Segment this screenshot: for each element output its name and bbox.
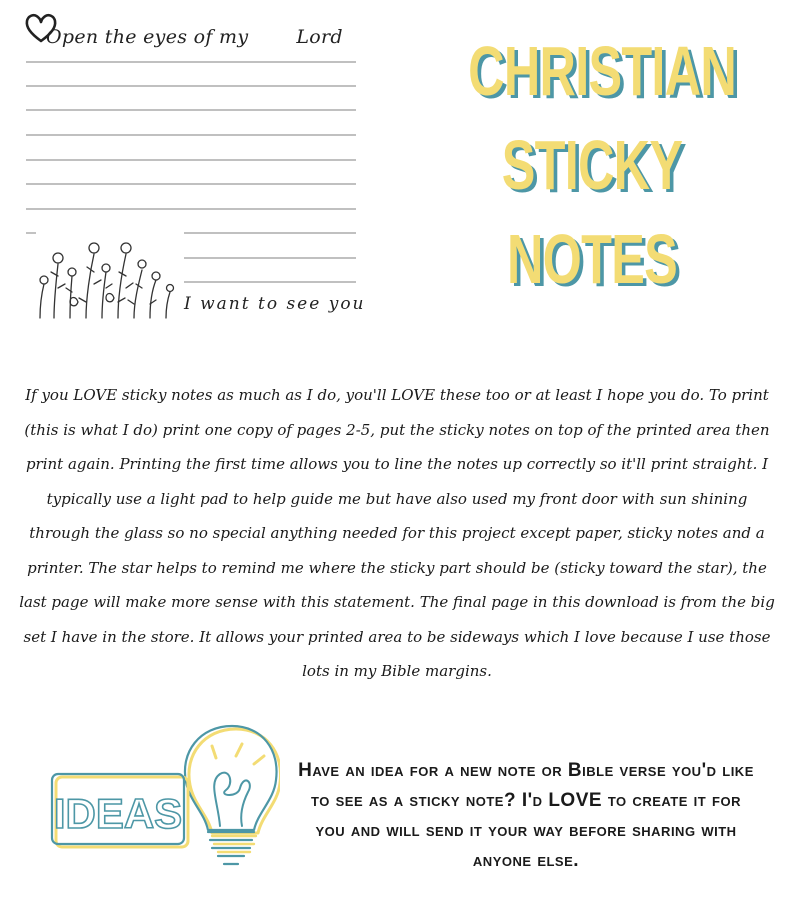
headline [468,24,737,306]
note-title-part1: Open the eyes of my [46,26,249,48]
instructions-paragraph: If you LOVE sticky notes as much as I do, you'll LOVE these too or at least I hope you do. To print (this is what I do) print one copy of pages 2-5, put the sticky notes on top of the printed area then print again. Printing the first time allows you to line the notes up correctly so it'll print straight. I typically use a light pad to help guide me but have also used my front door with sun shining through the glass so no special anything needed for this project except paper, sticky notes and a printer. The star helps to remind me where the sticky part should be (sticky toward the star), the last page will make more sense with this statement. The final page in this download is from the big set I have in the store. It allows your printed area to be sideways which I love because I use those lots in my Bible margins. [19,386,775,680]
headline-line-1: CHRISTIAN [468,32,737,110]
wildflowers-icon [30,232,180,322]
ideas-illustration [40,718,280,878]
ideas-sign-text: IDEAS [53,790,183,837]
call-to-action: Have an idea for a new note or Bible verse you'd like to see as a sticky note? I'd LOVE to create it for you and will send it your way before sharing with anyone else. [298,760,754,871]
note-title-part2: Lord [296,26,343,48]
headline-line-2: STICKY [501,126,683,204]
sticky-note-template [24,12,366,322]
headline-line-3: NOTES [506,220,678,298]
note-footer: I want to see you [184,294,366,314]
note-title [46,26,343,48]
heart-icon [24,12,58,44]
